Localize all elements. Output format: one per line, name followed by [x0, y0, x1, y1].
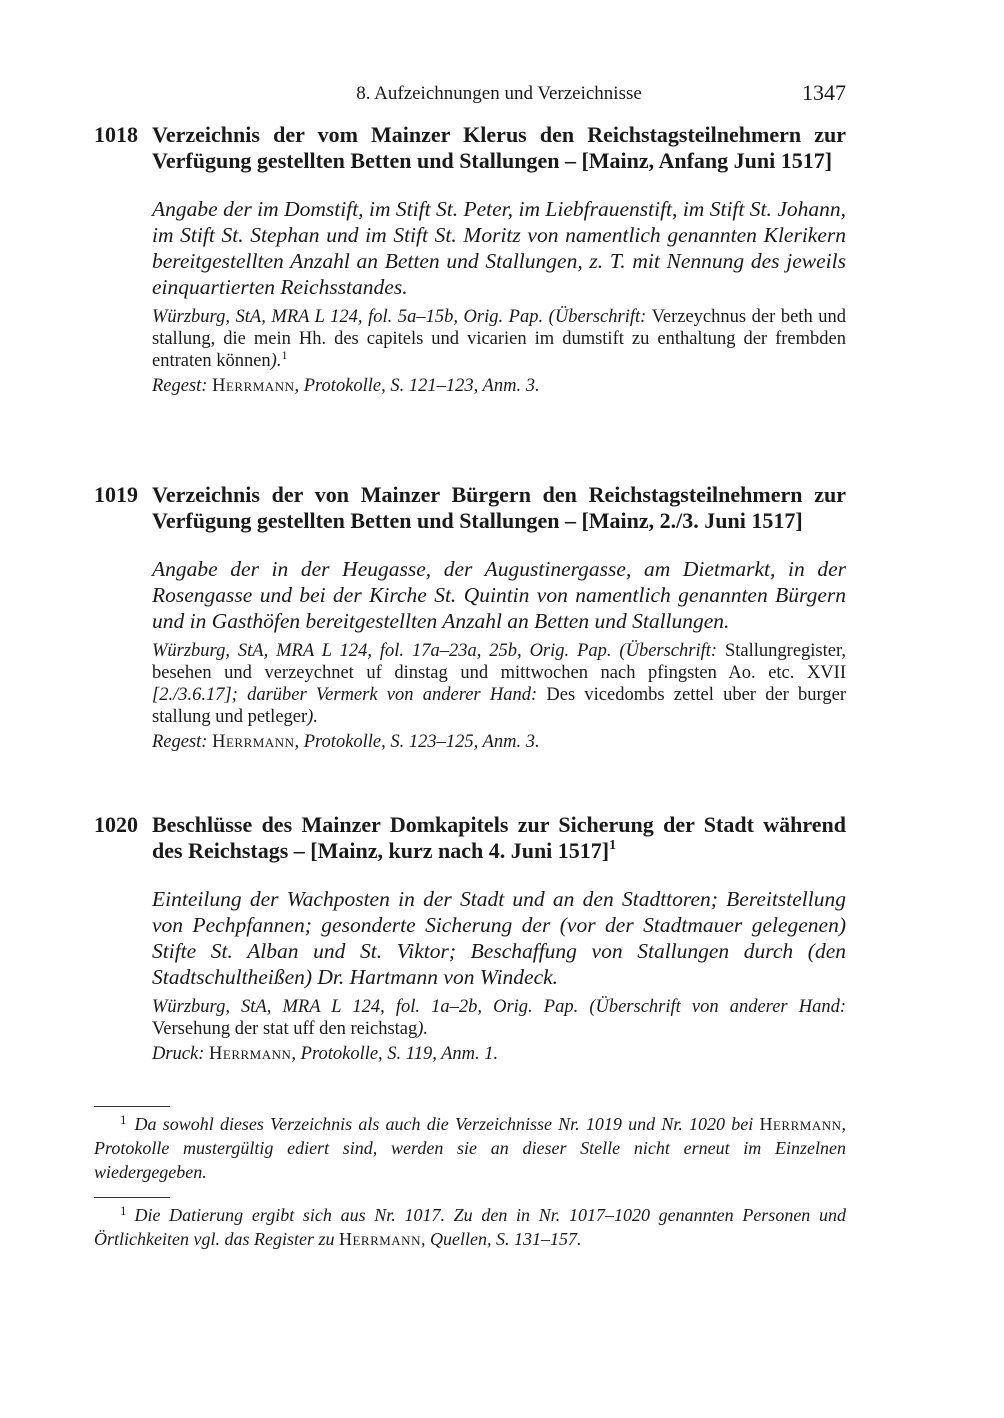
entry-heading: [94, 482, 846, 534]
entry-print: Druck: Herrmann, Protokolle, S. 119, Anm. 1.: [152, 1044, 499, 1064]
footnote-rule: [94, 1106, 170, 1107]
entry-1020: [94, 812, 846, 1065]
entry-source: Würzburg, StA, MRA L 124, fol. 1a–2b, Orig. Pap. (Überschrift von anderer Hand: Versehung der stat uff den reichstag).: [152, 997, 846, 1039]
footnote-2: $^1$ Die Datierung ergibt sich aus Nr. 1017. Zu den in Nr. 1017–1020 genannten Personen und Örtlichkeiten vgl. das Register zu Herrmann, Quellen, S. 131–157.: [94, 1203, 846, 1249]
entry-1019: [94, 482, 846, 753]
entry-1018: [94, 122, 846, 397]
author-name: Herrmann: [759, 1114, 842, 1134]
running-head: [152, 80, 846, 108]
entry-summary: Einteilung der Wachposten in der Stadt und an den Stadttoren; Bereitstellung von Pechpfannen; gesonderte Sicherung der (vor der Stadtmauer gelegenen) Stifte St. Alban und St. Viktor; Beschaffung von Stallungen durch (den Stadtschultheißen) Dr. Hartmann von Windeck.: [152, 887, 846, 989]
entry-summary: Angabe der im Domstift, im Stift St. Peter, im Liebfrauenstift, im Stift St. Johann, im Stift St. Stephan und im Stift St. Moritz von namentlich genannten Klerikern bereitgestellten Anzahl an Betten und Stallungen, z. T. mit Nennung des jeweils einquartierten Reichsstandes.: [152, 197, 846, 299]
entry-regest: Regest: Herrmann, Protokolle, S. 121–123, Anm. 3.: [152, 376, 540, 396]
running-title: 8. Aufzeichnungen und Verzeichnisse: [356, 83, 642, 104]
author-name: Herrmann: [212, 376, 295, 396]
entry-number: 1020: [94, 812, 138, 837]
entry-summary: Angabe der in der Heugasse, der Augustinergasse, am Dietmarkt, in der Rosengasse und bei der Kirche St. Quintin von namentlich genannten Bürgern und in Gasthöfen bereitgestellten Anzahl an Betten und Stallungen.: [152, 557, 846, 633]
entry-regest: Regest: Herrmann, Protokolle, S. 123–125, Anm. 3.: [152, 732, 540, 752]
footnote-ref[interactable]: 1: [609, 838, 617, 853]
footnote-rule: [94, 1197, 170, 1198]
entry-source: Würzburg, StA, MRA L 124, fol. 5a–15b, Orig. Pap. (Überschrift: Verzeychnus der beth und stallung, die mein Hh. des capitels und vicarien im dumstift zu enthaltung der frembden entraten können).$^1$: [152, 307, 847, 371]
entry-number: 1019: [94, 482, 138, 507]
footnote-marker: 1: [120, 1203, 127, 1218]
author-name: Herrmann: [209, 1044, 292, 1064]
author-name: Herrmann: [212, 732, 295, 752]
entry-number: 1018: [94, 122, 138, 147]
entry-title: Beschlüsse des Mainzer Domkapitels zur Sicherung der Stadt während des Reichstags – [Mainz, kurz nach 4. Juni 1517]: [152, 812, 846, 863]
entry-title: Verzeichnis der vom Mainzer Klerus den Reichstagsteilnehmern zur Verfügung gestellten Betten und Stallungen – [Mainz, Anfang Juni 1517]: [152, 122, 846, 173]
page-number: 1347: [802, 80, 846, 105]
footnote-marker: 1: [120, 1112, 127, 1127]
entry-heading: [94, 812, 846, 864]
entry-title: Verzeichnis der von Mainzer Bürgern den Reichstagsteilnehmern zur Verfügung gestellten Betten und Stallungen – [Mainz, 2./3. Juni 1517]: [152, 482, 846, 533]
entry-heading: [94, 122, 846, 174]
footnote-ref[interactable]: 1: [281, 348, 288, 362]
author-name: Herrmann: [338, 1229, 421, 1249]
footnote-1: $^1$ Da sowohl dieses Verzeichnis als auch die Verzeichnisse Nr. 1019 und Nr. 1020 bei Herrmann, Protokolle mustergültig ediert sind, werden sie an dieser Stelle nicht erneut im Einzelnen wiedergegeben.: [94, 1112, 846, 1182]
entry-source: Würzburg, StA, MRA L 124, fol. 17a–23a, 25b, Orig. Pap. (Überschrift: Stallungregister, besehen und verzeychnet uf dinstag und mittwochen nach pfingsten Ao. etc. XVII [2./3.6.17]; darüber Vermerk von anderer Hand: Des vicedombs zettel uber der burger stallung und petleger).: [152, 641, 847, 727]
